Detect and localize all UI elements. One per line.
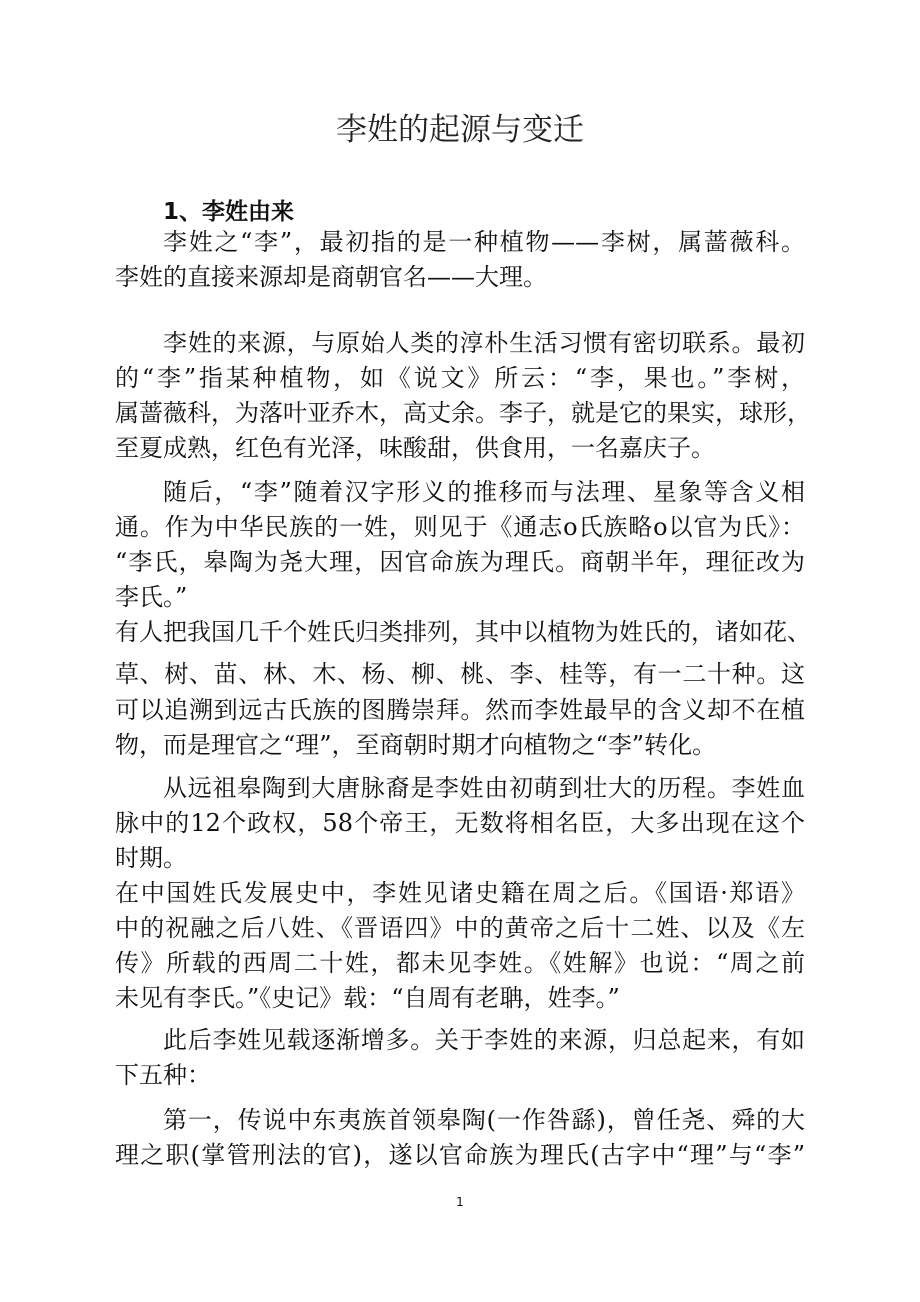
paragraph-line: 脉中的12个政权，58个帝王，无数将相名臣，大多出现在这个 [115,809,805,837]
paragraph-line: 第一，传说中东夷族首领皋陶(一作咎繇)，曾任尧、舜的大 [163,1106,805,1134]
document-title: 李姓的起源与变迁 [336,112,584,148]
paragraph-line: 李姓的来源，与原始人类的淳朴生活习惯有密切联系。最初 [163,329,805,357]
section-heading: 1、李姓由来 [163,199,295,225]
paragraph-line: 时期。 [115,844,187,872]
page-number: 1 [456,1195,464,1209]
paragraph-line: 李氏。” [115,583,188,611]
paragraph-line: 草、树、苗、林、木、杨、柳、桃、李、桂等，有一二十种。这 [115,660,805,688]
paragraph-line: 下五种： [115,1061,211,1089]
paragraph-line: 通。作为中华民族的一姓，则见于《通志o氏族略o以官为氏》： [115,513,805,541]
paragraph-line: 在中国姓氏发展史中，李姓见诸史籍在周之后。《国语·郑语》 [115,879,805,907]
paragraph-line: 可以追溯到远古氏族的图腾崇拜。然而李姓最早的含义却不在植 [115,696,805,724]
paragraph-line: “李氏，皋陶为尧大理，因官命族为理氏。商朝半年，理征改为 [115,548,805,576]
paragraph-line: 中的祝融之后八姓、《晋语四》中的黄帝之后十二姓、以及《左 [115,914,805,942]
paragraph-line: 李姓之“李”，最初指的是一种植物——李树，属蔷薇科。 [163,228,805,256]
paragraph-line: 属蔷薇科，为落叶亚乔木，高丈余。李子，就是它的果实，球形， [115,399,811,427]
paragraph-line: 未见有李氏。”《史记》载：“自周有老聃，姓李。” [115,984,620,1012]
paragraph-line: 从远祖皋陶到大唐脉裔是李姓由初萌到壮大的历程。李姓血 [163,774,805,802]
paragraph-line: 随后，“李”随着汉字形义的推移而与法理、星象等含义相 [163,478,805,506]
paragraph-line: 李姓的直接来源却是商朝官名——大理。 [115,263,547,291]
paragraph-line: 至夏成熟，红色有光泽，味酸甜，供食用，一名嘉庆子。 [115,434,715,462]
paragraph-line: 的“李”指某种植物，如《说文》所云：“李，果也。”李树， [115,364,805,392]
paragraph-line: 有人把我国几千个姓氏归类排列，其中以植物为姓氏的，诸如花、 [115,618,811,646]
paragraph-line: 传》所载的西周二十姓，都未见李姓。《姓解》也说：“周之前 [115,949,805,977]
paragraph-line: 此后李姓见载逐渐增多。关于李姓的来源，归总起来，有如 [163,1026,805,1054]
paragraph-line: 物，而是理官之“理”，至商朝时期才向植物之“李”转化。 [115,731,717,759]
paragraph-line: 理之职(掌管刑法的官)，遂以官命族为理氏(古字中“理”与“李” [115,1141,805,1169]
